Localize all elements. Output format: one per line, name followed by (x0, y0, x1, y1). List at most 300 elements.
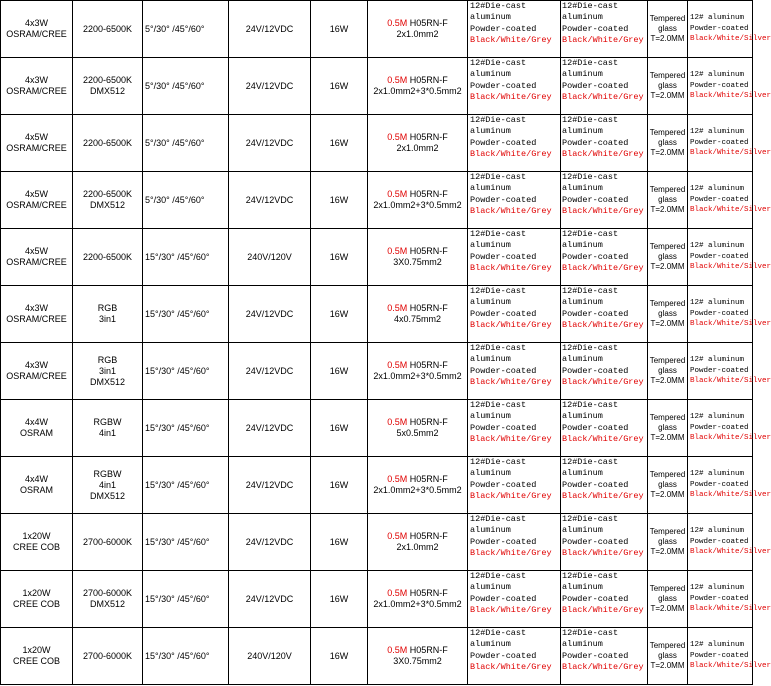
cover-material-line: aluminum (562, 297, 603, 308)
lens-line: T=2.0MM (650, 490, 685, 499)
cable-spec-text: 4x0.75mm2 (393, 314, 442, 324)
color-temp-line: DMX512 (89, 490, 125, 501)
led-power-line: OSRAM/CREE (6, 314, 67, 324)
led-power-cell (1, 400, 73, 457)
cable-spec-text: 5x0.5mm2 (396, 428, 439, 438)
housing-color-text: Black/White/Grey (470, 262, 552, 273)
color-temp-cell (73, 343, 143, 400)
wattage-cell (311, 514, 368, 571)
lens-line: Tempered (649, 71, 686, 80)
beam-angle-text: 5°/30° /45°/60° (145, 194, 205, 205)
color-temp-cell (73, 229, 143, 286)
housing-material-line: 12#Die-cast (470, 514, 527, 524)
cover-material-cell (561, 115, 648, 172)
color-temp-line: 3in1 (98, 314, 116, 324)
cable-line (368, 531, 467, 542)
voltage-text: 24V/12VDC (245, 23, 294, 34)
lens-line: glass (658, 252, 677, 261)
table-row (1, 571, 753, 628)
led-power-line: OSRAM (19, 428, 53, 438)
cable-length-text: 0.5M (387, 18, 408, 28)
led-power-cell (1, 58, 73, 115)
cable-cell (368, 1, 468, 58)
cover-material-line: aluminum (562, 69, 603, 80)
cover-color-text: Black/White/Grey (562, 604, 644, 615)
beam-angle-cell (143, 172, 229, 229)
housing-color-text: Black/White/Grey (470, 490, 552, 501)
bracket-color-text: Black/White/Silver (690, 662, 771, 671)
bracket-material-line: Powder-coated (690, 138, 749, 147)
voltage-cell (229, 172, 311, 229)
led-power-cell (1, 457, 73, 514)
bracket-material-cell (688, 229, 771, 286)
lens-line: T=2.0MM (650, 205, 685, 214)
cover-material-line: aluminum (562, 183, 603, 194)
housing-material-cell (468, 172, 561, 229)
bracket-color-text: Black/White/Silver (690, 149, 771, 158)
cable-cell (368, 115, 468, 172)
housing-material-cell (468, 286, 561, 343)
led-power-line: CREE COB (12, 599, 60, 609)
housing-material-line: aluminum (470, 69, 511, 80)
housing-material-line: 12#Die-cast (470, 343, 527, 353)
cover-material-line: 12#Die-cast (562, 457, 619, 467)
lens-cell (648, 58, 688, 115)
housing-material-line: 12#Die-cast (470, 628, 527, 638)
housing-material-line: 12#Die-cast (470, 571, 527, 581)
cable-spec-text: 2x1.0mm2+3*0.5mm2 (373, 371, 462, 381)
housing-material-line: Powder-coated (470, 308, 537, 319)
voltage-cell (229, 115, 311, 172)
lens-line: glass (658, 195, 677, 204)
cover-color-text: Black/White/Grey (562, 34, 644, 45)
cover-material-cell (561, 1, 648, 58)
cable-type-text: H05RN-F (409, 18, 448, 28)
color-temp-line: DMX512 (89, 376, 125, 387)
housing-material-line: aluminum (470, 297, 511, 308)
wattage-text: 16W (329, 650, 349, 661)
color-temp-line: RGBW (93, 468, 122, 479)
lens-line: Tempered (649, 641, 686, 650)
lens-line: Tempered (649, 14, 686, 23)
wattage-cell (311, 172, 368, 229)
cover-material-line: aluminum (562, 126, 603, 137)
cover-material-line: aluminum (562, 240, 603, 251)
cover-material-line: Powder-coated (562, 194, 629, 205)
beam-angle-text: 15°/30° /45°/60° (145, 650, 210, 661)
lens-line: T=2.0MM (650, 661, 685, 670)
beam-angle-text: 5°/30° /45°/60° (145, 23, 205, 34)
color-temp-cell (73, 58, 143, 115)
bracket-color-text: Black/White/Silver (690, 206, 771, 215)
led-power-line: CREE COB (12, 542, 60, 552)
lens-cell (648, 514, 688, 571)
color-temp-line: 2200-6500K (82, 75, 133, 85)
led-power-line: 1x20W (22, 588, 51, 598)
bracket-color-text: Black/White/Silver (690, 605, 771, 614)
led-power-line: 4x3W (24, 75, 48, 85)
bracket-material-line: 12# aluminum (690, 14, 745, 23)
led-power-cell (1, 571, 73, 628)
voltage-text: 24V/12VDC (245, 80, 294, 91)
lens-cell (648, 628, 688, 685)
cover-material-cell (561, 628, 648, 685)
housing-material-line: Powder-coated (470, 536, 537, 547)
housing-material-line: aluminum (470, 354, 511, 365)
cable-cell (368, 58, 468, 115)
lens-cell (648, 115, 688, 172)
led-power-cell (1, 172, 73, 229)
wattage-text: 16W (329, 479, 349, 490)
wattage-text: 16W (329, 23, 349, 34)
bracket-material-line: 12# aluminum (690, 527, 745, 536)
color-temp-cell (73, 286, 143, 343)
bracket-material-line: Powder-coated (690, 537, 749, 546)
bracket-material-line: 12# aluminum (690, 185, 745, 194)
bracket-material-cell (688, 172, 771, 229)
beam-angle-cell (143, 1, 229, 58)
lens-line: Tempered (649, 128, 686, 137)
bracket-color-text: Black/White/Silver (690, 35, 771, 44)
cable-cell (368, 514, 468, 571)
led-power-line: 4x4W (24, 417, 48, 427)
beam-angle-cell (143, 343, 229, 400)
cover-material-cell (561, 514, 648, 571)
color-temp-line: RGBW (93, 417, 122, 427)
voltage-cell (229, 1, 311, 58)
cover-material-line: aluminum (562, 354, 603, 365)
led-power-line: OSRAM/CREE (6, 143, 67, 153)
housing-material-cell (468, 571, 561, 628)
wattage-cell (311, 229, 368, 286)
housing-material-line: aluminum (470, 240, 511, 251)
housing-material-line: 12#Die-cast (470, 58, 527, 68)
voltage-text: 240V/120V (247, 650, 292, 661)
cable-length-text: 0.5M (387, 303, 408, 313)
bracket-material-cell (688, 514, 771, 571)
table-row (1, 400, 753, 457)
voltage-text: 24V/12VDC (245, 422, 294, 433)
color-temp-line: 2200-6500K (82, 189, 133, 199)
lens-line: glass (658, 651, 677, 660)
voltage-cell (229, 58, 311, 115)
wattage-text: 16W (329, 422, 349, 433)
bracket-material-line: Powder-coated (690, 366, 749, 375)
cover-color-text: Black/White/Grey (562, 547, 644, 558)
housing-color-text: Black/White/Grey (470, 91, 552, 102)
lens-line: glass (658, 24, 677, 33)
lens-line: T=2.0MM (650, 376, 685, 385)
cable-cell (368, 343, 468, 400)
cable-cell (368, 571, 468, 628)
housing-material-line: 12#Die-cast (470, 286, 527, 296)
housing-material-line: Powder-coated (470, 365, 537, 376)
cover-color-text: Black/White/Grey (562, 91, 644, 102)
housing-material-line: Powder-coated (470, 194, 537, 205)
lens-line: Tempered (649, 413, 686, 422)
cover-material-line: 12#Die-cast (562, 628, 619, 638)
housing-color-text: Black/White/Grey (470, 319, 552, 330)
cable-cell (368, 400, 468, 457)
cover-material-line: Powder-coated (562, 536, 629, 547)
color-temp-line: 4in1 (98, 428, 116, 438)
housing-material-line: Powder-coated (470, 251, 537, 262)
bracket-material-line: Powder-coated (690, 480, 749, 489)
beam-angle-text: 5°/30° /45°/60° (145, 80, 205, 91)
bracket-material-line: 12# aluminum (690, 299, 745, 308)
cover-material-line: Powder-coated (562, 80, 629, 91)
cover-material-line: aluminum (562, 411, 603, 422)
cover-color-text: Black/White/Grey (562, 319, 644, 330)
bracket-material-line: 12# aluminum (690, 584, 745, 593)
color-temp-line: RGB (97, 354, 118, 365)
cable-type-text: H05RN-F (409, 360, 448, 370)
color-temp-line: RGB (97, 303, 118, 313)
cable-length-text: 0.5M (387, 75, 408, 85)
cable-length-text: 0.5M (387, 246, 408, 256)
cover-material-line: Powder-coated (562, 593, 629, 604)
cover-color-text: Black/White/Grey (562, 148, 644, 159)
cable-type-text: H05RN-F (409, 132, 448, 142)
beam-angle-cell (143, 229, 229, 286)
bracket-material-cell (688, 1, 771, 58)
bracket-material-cell (688, 343, 771, 400)
cover-color-text: Black/White/Grey (562, 376, 644, 387)
housing-material-line: Powder-coated (470, 479, 537, 490)
cover-material-cell (561, 286, 648, 343)
bracket-color-text: Black/White/Silver (690, 491, 771, 500)
table-row (1, 628, 753, 685)
bracket-material-line: 12# aluminum (690, 641, 745, 650)
cover-material-line: Powder-coated (562, 23, 629, 34)
housing-material-cell (468, 457, 561, 514)
lens-line: glass (658, 309, 677, 318)
cable-length-text: 0.5M (387, 474, 408, 484)
beam-angle-cell (143, 115, 229, 172)
lens-line: glass (658, 480, 677, 489)
led-power-cell (1, 514, 73, 571)
cable-length-text: 0.5M (387, 588, 408, 598)
housing-material-line: 12#Die-cast (470, 115, 527, 125)
lens-line: Tempered (649, 185, 686, 194)
led-power-line: OSRAM/CREE (6, 200, 67, 210)
bracket-material-cell (688, 628, 771, 685)
led-power-cell (1, 343, 73, 400)
wattage-cell (311, 115, 368, 172)
lens-cell (648, 1, 688, 58)
bracket-material-line: 12# aluminum (690, 242, 745, 251)
wattage-text: 16W (329, 308, 349, 319)
table-row (1, 115, 753, 172)
housing-material-cell (468, 115, 561, 172)
cable-line (368, 417, 467, 428)
cable-length-text: 0.5M (387, 360, 408, 370)
bracket-color-text: Black/White/Silver (690, 548, 771, 557)
lens-line: T=2.0MM (650, 262, 685, 271)
wattage-cell (311, 286, 368, 343)
bracket-material-cell (688, 58, 771, 115)
housing-material-line: 12#Die-cast (470, 229, 527, 239)
wattage-text: 16W (329, 194, 349, 205)
led-power-line: CREE COB (12, 656, 60, 666)
housing-color-text: Black/White/Grey (470, 148, 552, 159)
bracket-color-text: Black/White/Silver (690, 320, 771, 329)
cover-material-line: 12#Die-cast (562, 571, 619, 581)
cover-material-line: 12#Die-cast (562, 286, 619, 296)
lens-line: glass (658, 138, 677, 147)
cover-material-line: Powder-coated (562, 137, 629, 148)
bracket-material-cell (688, 400, 771, 457)
color-temp-cell (73, 514, 143, 571)
cable-spec-text: 2x1.0mm2 (396, 29, 439, 39)
housing-material-cell (468, 1, 561, 58)
housing-material-line: aluminum (470, 525, 511, 536)
cable-length-text: 0.5M (387, 132, 408, 142)
bracket-color-text: Black/White/Silver (690, 92, 771, 101)
lens-line: T=2.0MM (650, 34, 685, 43)
housing-material-line: Powder-coated (470, 137, 537, 148)
wattage-text: 16W (329, 137, 349, 148)
color-temp-cell (73, 115, 143, 172)
cable-line (368, 303, 467, 314)
bracket-color-text: Black/White/Silver (690, 434, 771, 443)
cable-spec-text: 2x1.0mm2 (396, 542, 439, 552)
led-power-line: OSRAM/CREE (6, 86, 67, 96)
lens-cell (648, 286, 688, 343)
beam-angle-cell (143, 457, 229, 514)
beam-angle-cell (143, 286, 229, 343)
cover-material-line: 12#Die-cast (562, 115, 619, 125)
voltage-cell (229, 229, 311, 286)
bracket-material-cell (688, 115, 771, 172)
cable-type-text: H05RN-F (409, 474, 448, 484)
beam-angle-cell (143, 400, 229, 457)
cable-type-text: H05RN-F (409, 246, 448, 256)
lens-cell (648, 343, 688, 400)
housing-material-line: aluminum (470, 582, 511, 593)
cable-line (368, 132, 467, 143)
housing-material-line: 12#Die-cast (470, 457, 527, 467)
lens-line: T=2.0MM (650, 319, 685, 328)
bracket-material-cell (688, 571, 771, 628)
cover-material-line: Powder-coated (562, 251, 629, 262)
beam-angle-text: 5°/30° /45°/60° (145, 137, 205, 148)
housing-material-line: Powder-coated (470, 23, 537, 34)
lens-line: T=2.0MM (650, 547, 685, 556)
wattage-cell (311, 1, 368, 58)
cover-material-line: Powder-coated (562, 650, 629, 661)
led-power-line: 4x3W (24, 303, 48, 313)
cable-line (368, 246, 467, 257)
bracket-material-line: Powder-coated (690, 195, 749, 204)
cable-cell (368, 286, 468, 343)
table-row (1, 58, 753, 115)
cable-line (368, 588, 467, 599)
cover-color-text: Black/White/Grey (562, 433, 644, 444)
led-power-line: 4x3W (24, 360, 48, 370)
housing-color-text: Black/White/Grey (470, 547, 552, 558)
housing-color-text: Black/White/Grey (470, 376, 552, 387)
led-power-cell (1, 1, 73, 58)
bracket-material-line: Powder-coated (690, 252, 749, 261)
cover-material-line: Powder-coated (562, 308, 629, 319)
voltage-cell (229, 571, 311, 628)
housing-color-text: Black/White/Grey (470, 34, 552, 45)
bracket-material-line: Powder-coated (690, 24, 749, 33)
led-power-cell (1, 286, 73, 343)
lens-cell (648, 571, 688, 628)
voltage-cell (229, 286, 311, 343)
color-temp-cell (73, 628, 143, 685)
led-power-line: OSRAM/CREE (6, 29, 67, 39)
cable-type-text: H05RN-F (409, 588, 448, 598)
wattage-text: 16W (329, 80, 349, 91)
led-power-cell (1, 628, 73, 685)
cover-material-line: Powder-coated (562, 422, 629, 433)
cable-spec-text: 2x1.0mm2 (396, 143, 439, 153)
cover-material-line: 12#Die-cast (562, 1, 619, 11)
lens-line: glass (658, 537, 677, 546)
wattage-cell (311, 571, 368, 628)
lens-line: glass (658, 594, 677, 603)
wattage-cell (311, 457, 368, 514)
beam-angle-text: 15°/30° /45°/60° (145, 593, 210, 604)
lens-cell (648, 457, 688, 514)
led-power-line: OSRAM/CREE (6, 371, 67, 381)
housing-material-line: 12#Die-cast (470, 172, 527, 182)
cable-length-text: 0.5M (387, 417, 408, 427)
housing-material-line: Powder-coated (470, 650, 537, 661)
cable-type-text: H05RN-F (409, 75, 448, 85)
voltage-text: 24V/12VDC (245, 194, 294, 205)
color-temp-line: 2700-6000K (82, 536, 133, 547)
cover-material-line: 12#Die-cast (562, 343, 619, 353)
cable-type-text: H05RN-F (409, 303, 448, 313)
bracket-color-text: Black/White/Silver (690, 263, 771, 272)
lens-cell (648, 400, 688, 457)
housing-color-text: Black/White/Grey (470, 205, 552, 216)
lens-line: glass (658, 81, 677, 90)
beam-angle-text: 15°/30° /45°/60° (145, 308, 210, 319)
cable-spec-text: 3X0.75mm2 (393, 257, 442, 267)
housing-material-line: Powder-coated (470, 593, 537, 604)
wattage-cell (311, 400, 368, 457)
voltage-cell (229, 628, 311, 685)
cover-material-cell (561, 58, 648, 115)
cover-material-cell (561, 457, 648, 514)
table-row (1, 1, 753, 58)
color-temp-line: 2200-6500K (82, 137, 133, 148)
voltage-cell (229, 457, 311, 514)
cable-line (368, 360, 467, 371)
color-temp-line: DMX512 (89, 200, 125, 210)
housing-material-line: aluminum (470, 12, 511, 23)
wattage-text: 16W (329, 365, 349, 376)
spec-table-body (1, 1, 771, 685)
bracket-material-line: Powder-coated (690, 309, 749, 318)
cable-length-text: 0.5M (387, 531, 408, 541)
table-row (1, 343, 753, 400)
led-power-line: 1x20W (22, 645, 51, 655)
cover-material-line: 12#Die-cast (562, 229, 619, 239)
wattage-text: 16W (329, 593, 349, 604)
cover-color-text: Black/White/Grey (562, 661, 644, 672)
lens-line: Tempered (649, 470, 686, 479)
table-row (1, 286, 753, 343)
led-power-line: OSRAM/CREE (6, 257, 67, 267)
led-power-line: 1x20W (22, 531, 51, 541)
voltage-cell (229, 343, 311, 400)
